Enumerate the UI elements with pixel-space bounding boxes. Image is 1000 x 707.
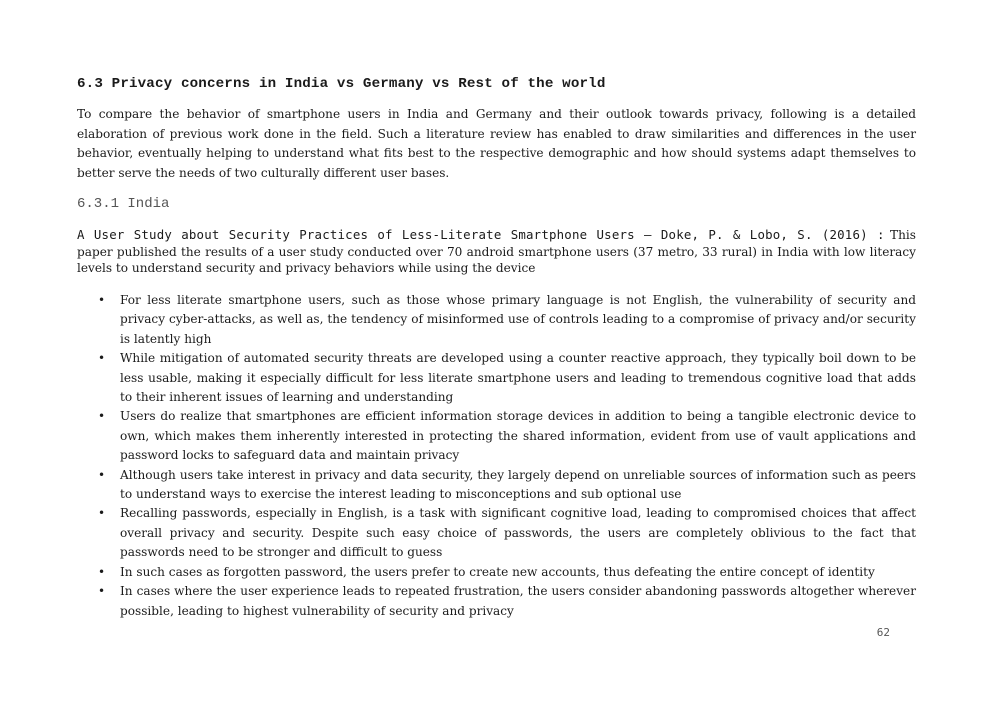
page-number: 62 [876, 626, 890, 639]
finding-text: In such cases as forgotten password, the users prefer to create new accounts, thus defeating the entire concept of identity [120, 564, 875, 579]
paper-summary: This paper published the results of a user study conducted over 70 android smartphone users (37 metro, 33 rural) in India with low literacy levels to understand security and privacy behaviors while using the device [77, 228, 916, 275]
subsection-heading: 6.3.1 India [77, 196, 170, 212]
finding-text: Users do realize that smartphones are efficient information storage devices in addition to being a tangible electronic device to own, which makes them inherently interested in protecting the shared information, evident from use of vault applications and password locks to safeguard data and maintain privacy [120, 409, 916, 463]
finding-text: Although users take interest in privacy and data security, they largely depend on unreliable sources of information such as peers to understand ways to exercise the interest leading to misconceptions and sub optional use [120, 467, 916, 502]
finding-text: Recalling passwords, especially in English, is a task with significant cognitive load, leading to compromised choices that affect overall privacy and security. Despite such easy choice of passwords, the users are completely oblivious to the fact that passwords need to be stronger and difficult to guess [120, 506, 916, 560]
finding-text: While mitigation of automated security threats are developed using a counter reactive approach, they typically boil down to be less usable, making it especially difficult for less literate smartphone users and leading to tremendous cognitive load that adds to their inherent issues of learning and understanding [120, 351, 916, 405]
findings-list [77, 291, 916, 621]
finding-item [77, 563, 916, 582]
finding-item [77, 466, 916, 505]
bullet-icon: • [98, 409, 106, 424]
finding-item [77, 504, 916, 562]
paper-paragraph [77, 227, 916, 277]
finding-text: For less literate smartphone users, such as those whose primary language is not English, the vulnerability of security and privacy cyber-attacks, as well as, the tendency of misinformed use of controls leading to a compromise of privacy and/or security is latently high [120, 293, 916, 346]
bullet-icon: • [98, 467, 106, 482]
finding-item [77, 407, 916, 465]
bullet-icon: • [98, 564, 106, 579]
paper-title: A User Study about Security Practices of Less-Literate Smartphone Users – Doke, P. & Lobo, S. (2016) : [77, 227, 885, 242]
finding-item [77, 349, 916, 407]
bullet-icon: • [98, 293, 106, 307]
finding-text: In cases where the user experience leads to repeated frustration, the users consider abandoning passwords altogether wherever possible, leading to highest vulnerability of security and privacy [120, 584, 916, 618]
bullet-icon: • [98, 584, 106, 599]
intro-paragraph: To compare the behavior of smartphone users in India and Germany and their outlook towards privacy, following is a detailed elaboration of previous work done in the field. Such a literature review has enabled to draw similarities and differences in the user behavior, eventually helping to understand what fits best to the respective demographic and how should systems adapt themselves to better serve the needs of two culturally different user bases. [77, 107, 916, 180]
bullet-icon: • [98, 351, 106, 366]
section-heading: 6.3 Privacy concerns in India vs Germany vs Rest of the world [77, 76, 606, 92]
finding-item [77, 291, 916, 349]
finding-item [77, 582, 916, 621]
bullet-icon: • [98, 506, 106, 521]
